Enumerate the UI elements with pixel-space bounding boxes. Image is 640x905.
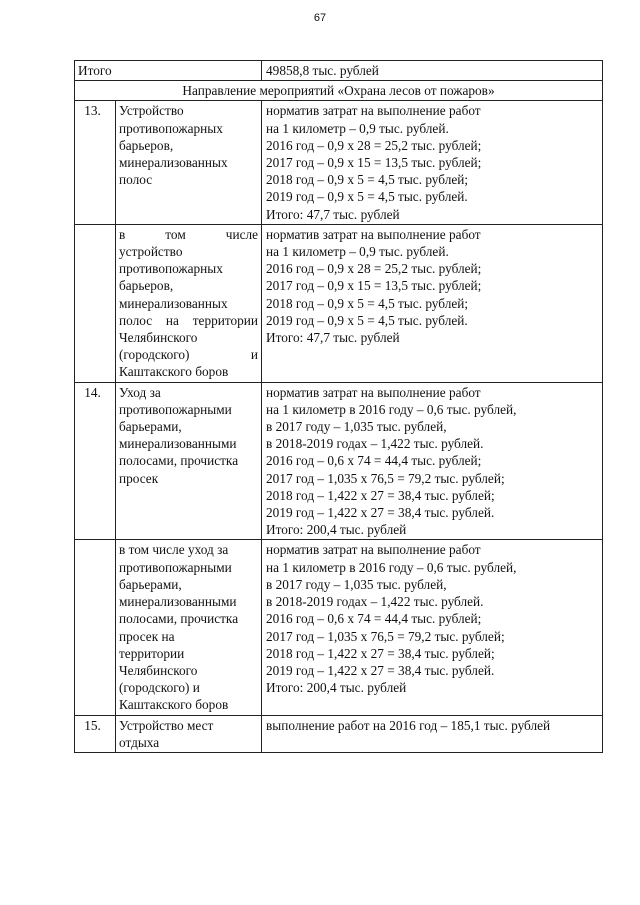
- row-number: 13.: [75, 101, 116, 224]
- calc-line: 2018 год – 1,422 х 27 = 38,4 тыс. рублей;: [266, 645, 495, 661]
- calc-line: в 2017 году – 1,035 тыс. рублей,: [266, 576, 447, 592]
- calc-line: 2019 год – 1,422 х 27 = 38,4 тыс. рублей.: [266, 505, 495, 521]
- table-row: [75, 382, 603, 540]
- row-number: 14.: [75, 382, 116, 540]
- name-line: просек: [119, 470, 159, 486]
- name-line: противопожарных: [119, 120, 223, 136]
- row-number: [75, 540, 116, 715]
- name-line: Челябинского: [119, 662, 198, 678]
- table-row: [75, 715, 603, 752]
- calc-line: на 1 километр – 0,9 тыс. рублей.: [266, 244, 449, 260]
- name-line: территории: [119, 645, 185, 661]
- name-line: барьеров,: [119, 278, 174, 294]
- calc-line: 2016 год – 0,9 х 28 = 25,2 тыс. рублей;: [266, 261, 482, 277]
- name-line: отдыха: [119, 734, 160, 750]
- calc-line: 2017 год – 0,9 х 15 = 13,5 тыс. рублей;: [266, 278, 482, 294]
- name-line: противопожарными: [119, 559, 232, 575]
- calc-line: 2018 год – 0,9 х 5 = 4,5 тыс. рублей;: [266, 172, 469, 188]
- name-line: минерализованными: [119, 594, 237, 610]
- name-line: (городского) и: [119, 347, 259, 363]
- cost-calculation: [262, 224, 603, 382]
- name-line: барьерами,: [119, 576, 182, 592]
- table-row: [75, 101, 603, 224]
- name-line: минерализованными: [119, 436, 237, 452]
- name-line: минерализованных: [119, 155, 228, 171]
- total-value: 49858,8 тыс. рублей: [262, 61, 603, 81]
- calc-line: на 1 километр в 2016 году – 0,6 тыс. рублей,: [266, 559, 517, 575]
- page-number: 67: [313, 12, 327, 24]
- calc-line: 2017 год – 1,035 х 76,5 = 79,2 тыс. рублей;: [266, 470, 505, 486]
- name-line: Устройство мест: [119, 717, 214, 733]
- calc-line: Итого: 47,7 тыс. рублей: [266, 206, 400, 222]
- cost-calculation: [262, 101, 603, 224]
- total-row: [75, 61, 603, 81]
- row-number: [75, 224, 116, 382]
- calc-line: 2019 год – 0,9 х 5 = 4,5 тыс. рублей.: [266, 312, 468, 328]
- total-label: Итого: [75, 61, 262, 81]
- section-title: Направление мероприятий «Охрана лесов от пожаров»: [75, 81, 603, 101]
- calc-line: Итого: 200,4 тыс. рублей: [266, 680, 407, 696]
- measure-name: [116, 382, 262, 540]
- name-line: Челябинского: [119, 330, 198, 346]
- calc-line: норматив затрат на выполнение работ: [266, 384, 481, 400]
- name-line: противопожарными: [119, 401, 232, 417]
- calc-line: на 1 километр – 0,9 тыс. рублей.: [266, 120, 449, 136]
- measure-name: [116, 101, 262, 224]
- name-line: устройство: [119, 244, 183, 260]
- calc-line: 2017 год – 0,9 х 15 = 13,5 тыс. рублей;: [266, 155, 482, 171]
- measure-name: [116, 540, 262, 715]
- calc-line: 2016 год – 0,6 х 74 = 44,4 тыс. рублей;: [266, 453, 482, 469]
- cost-calculation: [262, 540, 603, 715]
- name-line: Каштакского боров: [119, 697, 229, 713]
- calc-line: Итого: 47,7 тыс. рублей: [266, 330, 400, 346]
- name-line: минерализованных: [119, 295, 228, 311]
- name-line: барьерами,: [119, 419, 182, 435]
- calc-line: норматив затрат на выполнение работ: [266, 542, 481, 558]
- calc-line: 2019 год – 1,422 х 27 = 38,4 тыс. рублей.: [266, 662, 495, 678]
- calc-line: на 1 километр в 2016 году – 0,6 тыс. рублей,: [266, 401, 517, 417]
- name-line: полосами, прочистка: [119, 611, 239, 627]
- name-line: полос: [119, 172, 153, 188]
- calc-line: Итого: 200,4 тыс. рублей: [266, 522, 407, 538]
- name-line: Устройство: [119, 103, 184, 119]
- calc-line: в 2018-2019 годах – 1,422 тыс. рублей.: [266, 436, 484, 452]
- calc-line: в 2018-2019 годах – 1,422 тыс. рублей.: [266, 594, 484, 610]
- calc-line: 2017 год – 1,035 х 76,5 = 79,2 тыс. рублей;: [266, 628, 505, 644]
- cost-calculation: выполнение работ на 2016 год – 185,1 тыс. рублей: [262, 715, 603, 752]
- calc-line: 2016 год – 0,6 х 74 = 44,4 тыс. рублей;: [266, 611, 482, 627]
- table-row: [75, 224, 603, 382]
- name-line: барьеров,: [119, 137, 174, 153]
- name-line: противопожарных: [119, 261, 223, 277]
- measure-name: [116, 224, 262, 382]
- name-line: полосами, прочистка: [119, 453, 239, 469]
- name-line: Уход за: [119, 384, 161, 400]
- name-line: просек на: [119, 628, 175, 644]
- measure-name: [116, 715, 262, 752]
- measures-table: [74, 60, 603, 753]
- calc-line: 2018 год – 0,9 х 5 = 4,5 тыс. рублей;: [266, 295, 469, 311]
- calc-line: в 2017 году – 1,035 тыс. рублей,: [266, 419, 447, 435]
- name-line: полос на территории: [119, 312, 259, 328]
- calc-line: норматив затрат на выполнение работ: [266, 226, 481, 242]
- row-number: 15.: [75, 715, 116, 752]
- name-line: в том числе: [119, 226, 259, 242]
- calc-line: 2018 год – 1,422 х 27 = 38,4 тыс. рублей;: [266, 487, 495, 503]
- name-line: Каштакского боров: [119, 364, 229, 380]
- calc-line: 2016 год – 0,9 х 28 = 25,2 тыс. рублей;: [266, 137, 482, 153]
- calc-line: норматив затрат на выполнение работ: [266, 103, 481, 119]
- name-line: в том числе уход за: [119, 542, 229, 558]
- calc-line: 2019 год – 0,9 х 5 = 4,5 тыс. рублей.: [266, 189, 468, 205]
- cost-calculation: [262, 382, 603, 540]
- table-row: [75, 540, 603, 715]
- name-line: (городского) и: [119, 680, 200, 696]
- section-header-row: [75, 81, 603, 101]
